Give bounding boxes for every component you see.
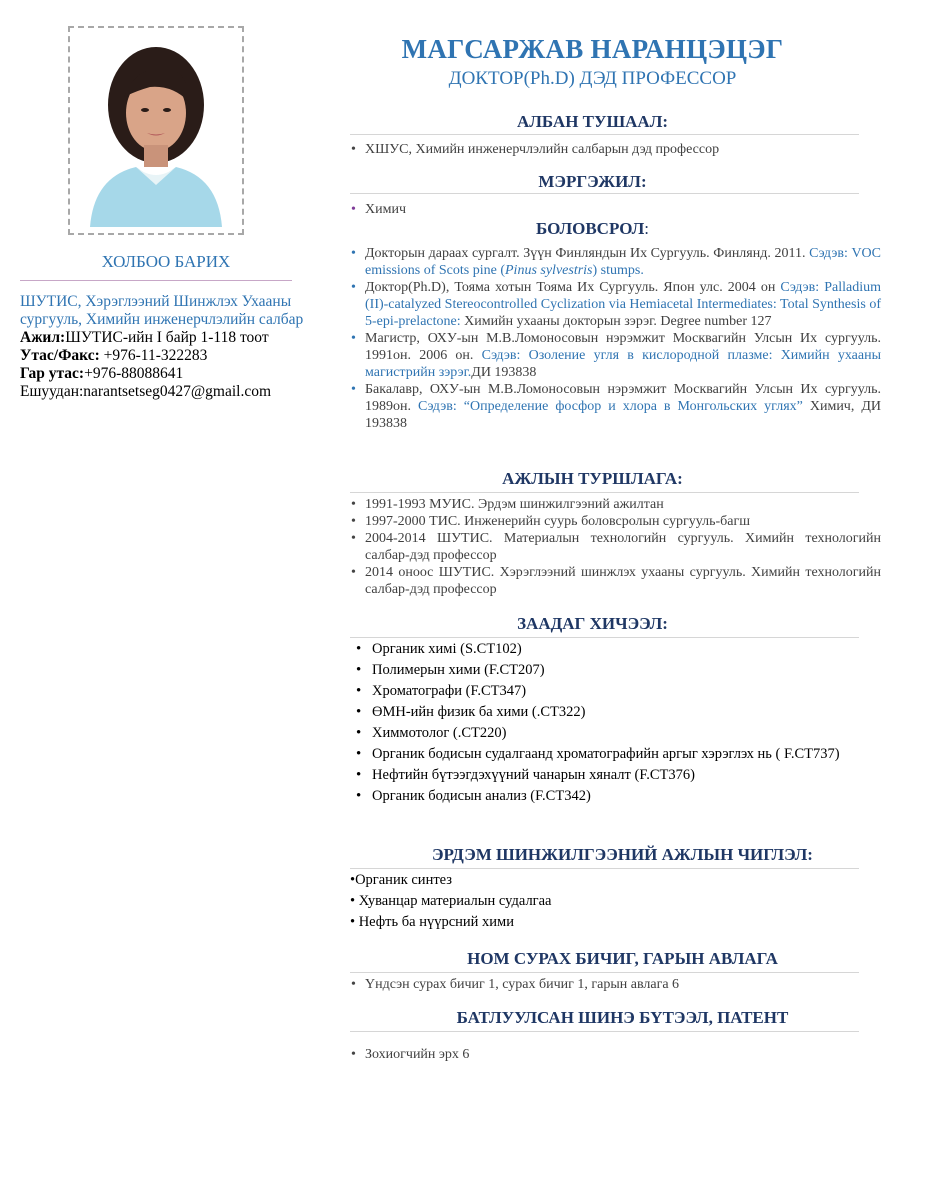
education-title <box>340 219 845 239</box>
experience-title: АЖЛЫН ТУРШЛАГА: <box>502 469 683 488</box>
education-list <box>350 245 881 432</box>
education-item-text: Бакалавр, ОХУ-ын М.В.Ломоносовын нэрэмжит Москвагийн Улсын Их сургууль. 1989он. <box>365 382 881 414</box>
patents-list <box>350 1046 881 1063</box>
education-item-tail: Химийн ухааны докторын зэрэг. Degree number 127 <box>460 314 772 329</box>
course-item: • ӨМН-ийн физик ба хими (.CT322) <box>350 704 881 721</box>
contact-phone <box>20 347 310 365</box>
education-item <box>350 245 881 279</box>
experience-list <box>350 496 881 598</box>
books-list <box>350 976 881 993</box>
education-topic: Сэдэв: Озоление угля в кислородной плазме: Химийн ухааны магистрийн зэрэг. <box>365 348 881 380</box>
experience-item: • 1997-2000 ТИС. Инженерийн суурь боловсролын сургууль-багш <box>350 513 881 530</box>
research-list <box>350 872 881 935</box>
person-name: МАГСАРЖАВ НАРАНЦЭЦЭГ <box>401 34 784 64</box>
position-item: • ХШУС, Химийн инженерчлэлийн салбарын дэд профессор <box>350 141 881 158</box>
course-item: • Полимерын хими (F.CT207) <box>350 662 881 679</box>
position-rule <box>350 134 859 135</box>
books-item: • Үндсэн сурах бичиг 1, сурах бичиг 1, гарын авлага 6 <box>350 976 881 993</box>
education-topic-end: ) stumps. <box>592 263 644 278</box>
patents-rule <box>350 1031 859 1032</box>
experience-item: • 1991-1993 МУИС. Эрдэм шинжилгээний ажилтан <box>350 496 881 513</box>
research-item: • Органик синтез <box>350 872 881 889</box>
course-item: • Химмотолог (.CT220) <box>350 725 881 742</box>
books-rule <box>350 972 859 973</box>
research-title: ЭРДЭМ ШИНЖИЛГЭЭНИЙ АЖЛЫН ЧИГЛЭЛ: <box>432 845 813 864</box>
research-item: • Нефть ба нүүрсний хими <box>350 914 881 931</box>
contact-work <box>20 329 310 347</box>
education-item-text: Доктор(Ph.D), Тояма хотын Тояма Их Сургууль. Япон улс. 2004 он <box>365 280 781 295</box>
education-item <box>350 330 881 381</box>
courses-list <box>350 641 881 809</box>
courses-title: ЗААДАГ ХИЧЭЭЛ: <box>517 614 668 633</box>
person-degree: ДОКТОР(Ph.D) ДЭД ПРОФЕССОР <box>448 68 737 89</box>
phone-value: +976-11-322283 <box>99 347 208 364</box>
mobile-label: Гар утас: <box>20 365 85 382</box>
contact-block <box>20 293 310 401</box>
contact-divider <box>20 280 292 281</box>
education-title-text: БОЛОВСРОЛ <box>535 219 645 238</box>
education-topic-italic: Pinus sylvestris <box>505 263 593 278</box>
research-item: • Хуванцар материалын судалгаа <box>350 893 881 910</box>
patents-title: БАТЛУУЛСАН ШИНЭ БҮТЭЭЛ, ПАТЕНТ <box>456 1008 789 1027</box>
mobile-value: +976-88088641 <box>84 365 184 382</box>
profession-title: МЭРГЭЖИЛ: <box>538 172 647 191</box>
education-item-text: Магистр, ОХУ-ын М.В.Ломоносовын нэрэмжит Москвагийн Улсын Их сургууль. 1991он. 2006 он. <box>365 331 881 363</box>
contact-email[interactable]: Ешуудан:narantsetseg0427@gmail.com <box>20 383 272 400</box>
education-item-tail: Химич, ДИ 193838 <box>365 399 882 431</box>
education-title-colon: : <box>644 219 650 238</box>
course-item: • Органик бодисын судалгаанд хроматографийн аргыг хэрэглэх нь ( F.CT737) <box>350 746 881 763</box>
phone-label: Утас/Факс: <box>20 347 100 364</box>
experience-rule <box>350 492 859 493</box>
experience-item: • 2014 оноос ШУТИС. Хэрэглээний шинжлэх ухааны сургууль. Химийн технологийн салбар-дэд профессор <box>350 564 881 598</box>
profession-list <box>350 201 881 218</box>
education-item <box>350 279 881 330</box>
education-item <box>350 381 881 432</box>
position-title: АЛБАН ТУШААЛ: <box>516 112 669 131</box>
work-value: ШУТИС-ийн I байр 1-118 тоот <box>65 329 269 346</box>
position-list <box>350 141 881 158</box>
courses-rule <box>350 637 859 638</box>
experience-item: • 2004-2014 ШУТИС. Материалын технологийн сургууль. Химийн технологийн салбар-дэд профессор <box>350 530 881 564</box>
profile-photo <box>68 26 244 235</box>
education-item-text: Докторын дараах сургалт. Зүүн Финляндын Их Сургууль. Финлянд. 2011. <box>365 246 806 261</box>
course-item: • Хроматографи (F.CT347) <box>350 683 881 700</box>
contact-institution: ШУТИС, Хэрэглээний Шинжлэх Ухааны сургууль, Химийн инженерчлэлийн салбар <box>20 293 304 328</box>
education-item-tail: ДИ 193838 <box>471 365 537 380</box>
portrait-image <box>76 35 236 227</box>
research-rule <box>350 868 859 869</box>
books-title: НОМ СУРАХ БИЧИГ, ГАРЫН АВЛАГА <box>467 949 778 968</box>
education-topic: Сэдэв: Palladium (II)-catalyzed Stereocontrolled Cyclization via Hemiacetal Intermediates: Total Synthesis of 5-epi-prelactone: <box>365 280 882 329</box>
contact-mobile <box>20 365 310 383</box>
course-item: • Нефтийн бүтээгдэхүүний чанарын хяналт (F.CT376) <box>350 767 881 784</box>
patents-item: • Зохиогчийн эрх 6 <box>350 1046 881 1063</box>
work-label: Ажил: <box>20 329 66 346</box>
profession-rule <box>350 193 859 194</box>
contact-heading: ХОЛБОО БАРИХ <box>101 252 231 271</box>
course-item: • Органик бодисын анализ (F.CT342) <box>350 788 881 805</box>
profession-item: • Химич <box>350 201 881 218</box>
course-item: • Органик химi (S.CT102) <box>350 641 881 658</box>
education-topic-label: Сэдэв: VOC emissions of Scots pine ( <box>365 246 882 278</box>
education-topic: Сэдэв: “Определение фосфор и хлора в Монгольских углях” <box>418 399 803 414</box>
